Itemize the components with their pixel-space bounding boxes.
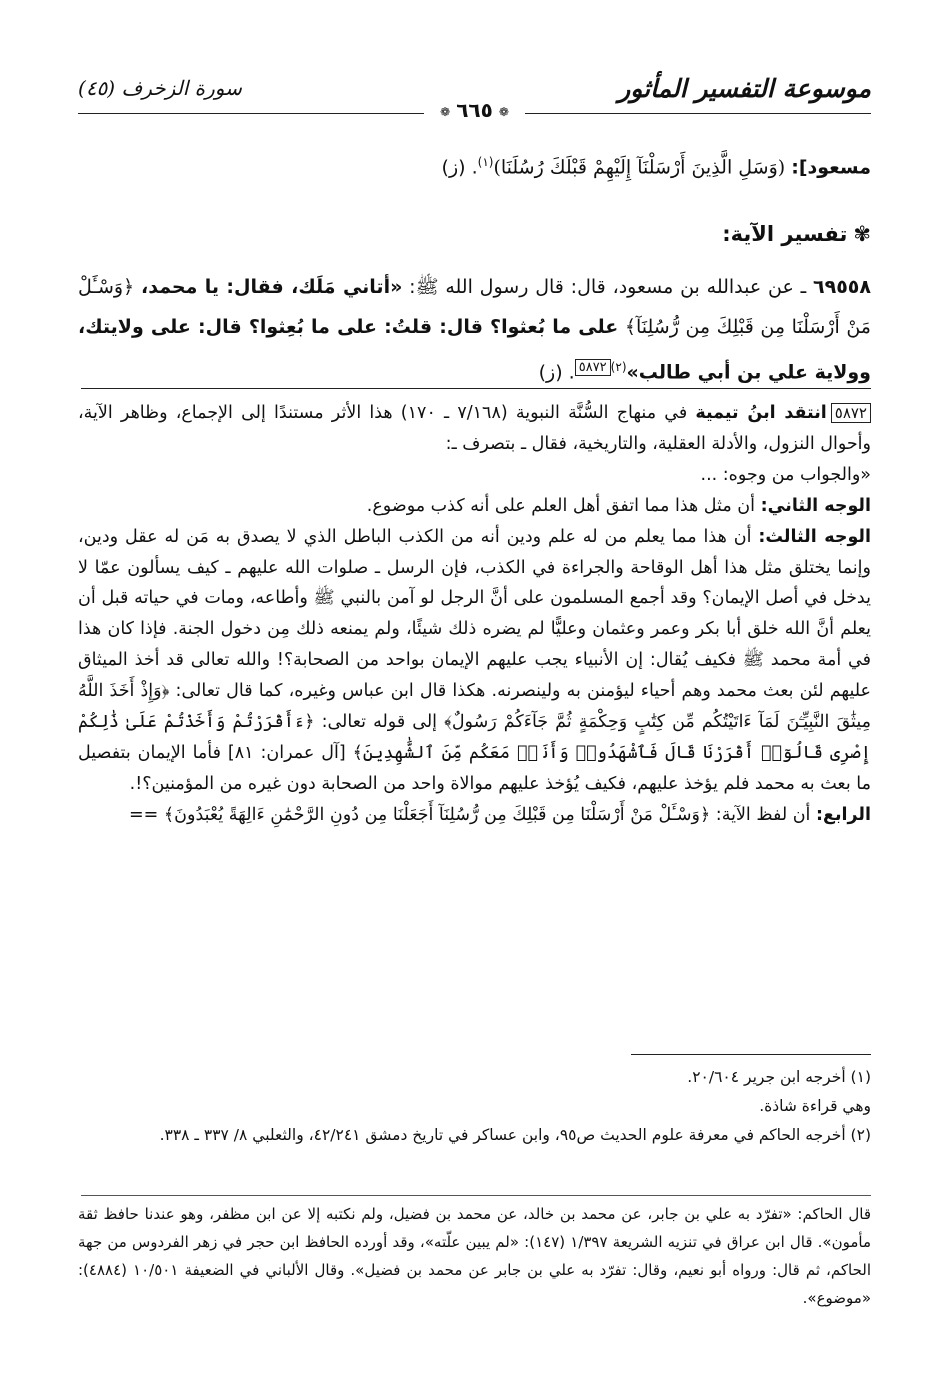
intro-quote: (وَسَلِ الَّذِينَ أَرْسَلْنَآ إِلَيْهِمْ قَبْلَكَ رُسُلَنَا) (493, 156, 786, 179)
footnote-rule (631, 1054, 871, 1055)
commentary-lead: انتقد ابنُ تيمية (695, 403, 827, 423)
footnote-notes (78, 1200, 871, 1312)
hadith-quran: ﴿وَسْـَٔلْ مَنْ أَرْسَلْنَا مِن قَبْلِكَ مِن رُّسُلِنَآ﴾ (78, 276, 871, 338)
footnote-1: (١) أخرجه ابن جرير ٢٠/٦٠٤. (687, 1068, 871, 1086)
page-number-box (424, 98, 525, 122)
note-box-label: ٥٨٧٢ (831, 403, 871, 423)
commentary-block (78, 398, 871, 831)
third-aspect-mid: إلى قوله تعالى: (321, 712, 438, 733)
fourth-aspect-text: أن لفظ الآية: (715, 804, 811, 825)
quran-quote-3: ﴿وَسْـَٔلْ مَنْ أَرْسَلْنَا مِن قَبْلِكَ مِن رُّسُلِنَآ أَجَعَلْنَا مِن دُونِ الرَّحْمَٰنِ ءَالِهَةً يُعْبَدُونَ﴾ (163, 804, 711, 825)
intro-tail: . (ز) (441, 156, 478, 179)
second-aspect (78, 491, 871, 522)
quran-quote-2: ﴿ءَأَقْرَرْتُمْ وَأَخَذْتُمْ عَلَىٰ ذَٰلِكُمْ إِصْرِى قَالُوٓا۟ أَقْرَرْنَا قَالَ فَٱشْهَدُوا۟ وَأَنَا۠ مَعَكُم مِّنَ ٱلشَّٰهِدِينَ﴾ (78, 712, 871, 763)
book-title: موسوعة التفسير المأثور (618, 74, 871, 103)
hadith-number: ٦٩٥٥٨ (813, 276, 871, 298)
second-aspect-text: أن مثل هذا مما اتفق أهل العلم على أنه كذب موضوع. (366, 495, 755, 516)
ornament-icon: ❁ (440, 104, 451, 119)
second-aspect-label: الوجه الثاني: (760, 495, 871, 516)
note-box-ref: ٥٨٧٢ (575, 359, 611, 376)
hadith-chain: ـ عن عبدالله بن مسعود، قال: قال رسول الله ﷺ: (409, 276, 807, 298)
flower-icon: ✾ (853, 222, 871, 246)
commentary-rule (81, 388, 871, 389)
page-number-row (0, 98, 949, 122)
footnote-2-note: قال الحاكم: «تفرّد به علي بن جابر، عن محمد بن خالد، عن محمد بن فضيل، ولم نكتبه إلا عن ابن مظفر، وهو عندنا حافظ ثقة مأمون». قال ابن عراق في تنزيه الشريعة ١/٣٩٧ (١٤٧): «لم يبين علّته»، وقد أورده الحافظ ابن حجر في زهر الفردوس من جهة الحاكم، ثم قال: ورواه أبو نعيم، وقال: تفرّد به علي بن جابر عن محمد بن فضيل». وقال الألباني في الضعيفة ١٠/٥٠١ (٤٨٨٤): «موضوع». (78, 1205, 872, 1307)
fourth-aspect-label: الرابع: (816, 804, 871, 825)
fourth-aspect (78, 800, 871, 831)
section-heading: ✾تفسير الآية: (722, 222, 871, 246)
commentary-text: في منهاج السُّنَّة النبوية (٧/١٦٨ ـ ١٧٠) هذا الأثر مستندًا إلى الإجماع، وظاهر الآية، وأحوال النزول، والأدلة العقلية، والتاريخية، فقال ـ بتصرف ـ: (78, 403, 871, 454)
commentary-answer: «والجواب من وجوه: ... (700, 464, 871, 485)
page-number: ٦٦٥ (456, 98, 493, 122)
intro-line (78, 142, 871, 187)
ornament-icon: ❁ (498, 104, 509, 119)
footnote-sub-rule (81, 1195, 871, 1196)
third-aspect-text: أن هذا مما يعلم من له علم ودين أنه من الكذب الباطل الذي لا يصدق به مَن له عقل ودين، وإنما يختلق مثل هذا أهل الوقاحة والجراءة في الكذب، فإن الرسل ـ صلوات الله عليهم ـ كيف يسألون عمّا لا يدخل في أصل الإيمان؟ وقد أجمع المسلمون على أنَّ الرجل لو آمن بالنبي ﷺ وأطاعه، ومات في حياته قبل أن يعلم أنَّ الله خلق أبا بكر وعمر وعثمان وعليًّا لم يضره ذلك شيئًا، ولم يمنعه ذلك مِن دخول الجنة. فإذا كان هذا في أمة محمد ﷺ فكيف يُقال: إن الأنبياء يجب عليهم الإيمان بواحد من الصحابة؟! والله تعالى قد أخذ الميثاق عليهم لئن بعث محمد وهم أحياء ليؤمنن به ولينصرنه. هكذا قال ابن عباس وغيره، كما قال تعالى: (78, 526, 871, 702)
footnote-ref-2: (٢) (610, 360, 627, 374)
third-aspect (78, 522, 871, 800)
quran-quote-1: ﴿وَإِذْ أَخَذَ اللَّهُ مِيثَٰقَ النَّبِيِّـۧنَ لَمَآ ءَاتَيْتُكُم مِّن كِتَٰبٍ وَحِكْمَةٍ ثُمَّ جَآءَكُمْ رَسُولٌ﴾ (78, 681, 871, 733)
continuation-mark: == (129, 804, 159, 825)
hadith-tail: . (ز) (538, 361, 575, 384)
footnote-1-note: وهي قراءة شاذة. (759, 1097, 871, 1115)
hadith-text-2: على ما بُعثوا؟ قال: قلتُ: على ما بُعِثوا؟ قال: على ولايتك، وولاية علي بن أبي طالب» (78, 316, 871, 384)
footnote-ref-1: (١) (477, 155, 494, 169)
footnote-2: (٢) أخرجه الحاكم في معرفة علوم الحديث ص٩٥، وابن عساكر في تاريخ دمشق ٤٢/٢٤١، والثعلبي ٨/ ٣٣٧ ـ ٣٣٨. (159, 1126, 871, 1144)
hadith-paragraph (78, 267, 871, 392)
intro-speaker: مسعود]: (791, 156, 871, 179)
footnotes (78, 1063, 871, 1150)
commentary-intro (78, 398, 871, 460)
third-aspect-label: الوجه الثالث: (758, 526, 871, 547)
hadith-text-1: «أتاني مَلَك، فقال: يا محمد، (141, 276, 403, 298)
third-aspect-after: [آل عمران: ٨١] فأما الإيمان بتفصيل ما بعث به محمد فلم يؤخذ عليهم، فكيف يُؤخذ عليهم موالاة واحد من الصحابة دون غيره من المؤمنين؟!. (78, 742, 871, 794)
surah-label: سورة الزخرف (٤٥) (78, 76, 242, 100)
